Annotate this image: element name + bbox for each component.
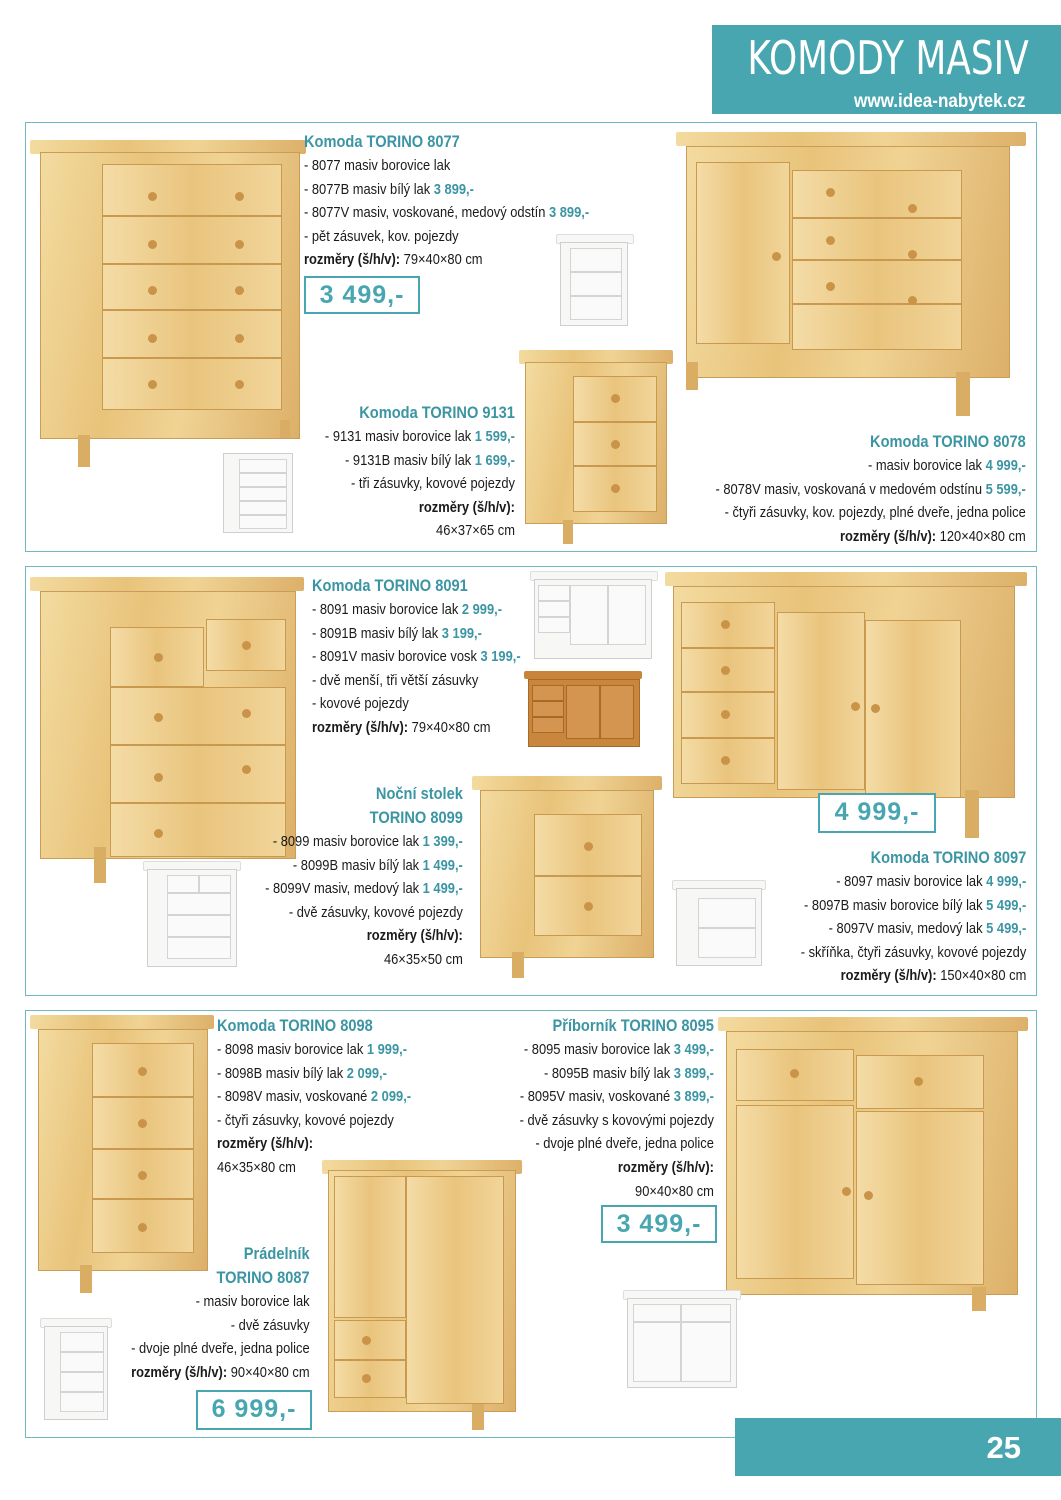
product-title: Komoda TORINO 9131 xyxy=(359,403,515,422)
product-8095-info: Příborník TORINO 8095 - 8095 masiv borovice lak 3 499,- - 8095B masiv bílý lak 3 899,- - 8095V masiv, voskované 3 899,- - dvě zásuvky s kovovými pojezdy - dvoje plné dveře, jedna police rozměry (š/h/v): 90×40×80 cm xyxy=(520,1014,714,1203)
variant-price: 4 999,- xyxy=(985,873,1026,890)
white-chest-image xyxy=(223,453,293,539)
white-nightstand-8099-image xyxy=(672,880,766,980)
dimensions: 90×40×80 cm xyxy=(231,1363,310,1381)
variant-price: 2 099,- xyxy=(346,1064,387,1082)
product-title: Komoda TORINO 8078 xyxy=(870,432,1026,451)
variant-price: 1 699,- xyxy=(474,451,515,469)
nightstand-8099-image xyxy=(472,776,664,980)
product-title: Komoda TORINO 8091 xyxy=(312,576,468,595)
variant-price: 3 899,- xyxy=(548,204,590,222)
chest-8077-image xyxy=(30,140,310,470)
header-banner xyxy=(712,25,1061,114)
page-number-bar xyxy=(735,1418,1061,1476)
page-title: KOMODY MASIV xyxy=(747,31,1029,85)
variant-price: 3 499,- xyxy=(673,1041,714,1058)
white-sideboard-image xyxy=(530,571,658,667)
variant-price: 2 099,- xyxy=(370,1088,412,1106)
sideboard-8095-image xyxy=(718,1017,1030,1313)
variant-price: 1 399,- xyxy=(422,833,463,850)
product-title: Příborník TORINO 8095 xyxy=(552,1016,714,1035)
price-box-8077: 3 499,- xyxy=(304,276,420,314)
product-title-line1: Prádelník xyxy=(244,1244,310,1263)
product-title: Komoda TORINO 8097 xyxy=(870,848,1026,867)
product-title-line2: TORINO 8087 xyxy=(216,1268,310,1287)
white-chest-8098-image xyxy=(40,1318,112,1428)
white-sideboard-8095-image xyxy=(623,1290,741,1400)
variant-price: 1 999,- xyxy=(366,1041,408,1058)
white-chest-8091-image xyxy=(143,861,241,976)
variant-price: 1 499,- xyxy=(422,856,463,874)
variant-price: 3 899,- xyxy=(433,180,474,198)
sideboard-8078-image xyxy=(676,132,1028,417)
variant-price: 1 599,- xyxy=(474,428,515,445)
variant-price: 1 499,- xyxy=(422,880,463,898)
dimensions: 46×35×80 cm xyxy=(217,1158,296,1176)
variant-price: 4 999,- xyxy=(985,457,1026,474)
product-8091-info: Komoda TORINO 8091 - 8091 masiv borovice lak 2 999,- - 8091B masiv bílý lak 3 199,- - 8091V masiv borovice vosk 3 199,- - dvě menší, tři větší zásuvky - kovové pojezdy rozměry (š/h/v): 79×40×80 cm xyxy=(312,576,521,736)
product-8077-info: Komoda TORINO 8077 - 8077 masiv borovice lak - 8077B masiv bílý lak 3 899,- - 8077V masiv, voskované, medový odstín 3 899,- - pět zásuvek, kov. pojezdy rozměry (š/h/v): 79×40×80 cm xyxy=(304,132,590,269)
dimensions: 120×40×80 cm xyxy=(939,527,1026,545)
dimensions: 90×40×80 cm xyxy=(635,1182,714,1200)
variant-price: 3 199,- xyxy=(480,648,521,666)
variant-price: 5 499,- xyxy=(985,920,1026,938)
variant-price: 3 899,- xyxy=(673,1064,714,1082)
dimensions: 46×35×50 cm xyxy=(384,950,463,968)
variant-price: 2 999,- xyxy=(461,601,503,618)
price-box-8095: 3 499,- xyxy=(601,1205,717,1243)
dimensions: 79×40×80 cm xyxy=(411,718,491,736)
product-title: Komoda TORINO 8077 xyxy=(304,132,460,151)
wardrobe-8087-image xyxy=(322,1160,524,1432)
nightstand-9131-image xyxy=(519,350,675,546)
dimensions: 46×37×65 cm xyxy=(436,522,515,540)
product-8097-info: Komoda TORINO 8097 - 8097 masiv borovice lak 4 999,- - 8097B masiv borovice bílý lak 5 499,- - 8097V masiv, medový lak 5 499,- - skříňka, čtyři zásuvky, kovové pojezdy rozměry (š/h/v): 150×40×80 cm xyxy=(800,848,1026,985)
dimensions: 150×40×80 cm xyxy=(939,967,1026,985)
variant-price: 3 899,- xyxy=(673,1088,714,1106)
product-title-line2: TORINO 8099 xyxy=(369,808,463,827)
product-8098-info: Komoda TORINO 8098 - 8098 masiv borovice lak 1 999,- - 8098B masiv bílý lak 2 099,- - 8098V masiv, voskované 2 099,- - čtyři zásuvky, kovové pojezdy rozměry (š/h/v): 46×35×80 cm xyxy=(217,1014,411,1180)
dimensions: 79×40×80 cm xyxy=(403,251,483,269)
product-8087-info: Prádelník TORINO 8087 - masiv borovice lak - dvě zásuvky - dvoje plné dveře, jedna police rozměry (š/h/v): 90×40×80 cm xyxy=(131,1244,310,1381)
price-box-8087: 6 999,- xyxy=(196,1390,312,1430)
website-url[interactable]: www.idea-nabytek.cz xyxy=(853,91,1025,112)
chest-8091-image xyxy=(30,577,305,885)
price-box-8097: 4 999,- xyxy=(818,793,936,833)
product-8099-info: Noční stolek TORINO 8099 - 8099 masiv borovice lak 1 399,- - 8099B masiv bílý lak 1 499,- - 8099V masiv, medový lak 1 499,- - dvě zásuvky, kovové pojezdy rozměry (š/h/v): 46×35×50 cm xyxy=(265,782,463,972)
product-8078-info: Komoda TORINO 8078 - masiv borovice lak 4 999,- - 8078V masiv, voskovaná v medovém odstínu 5 599,- - čtyři zásuvky, kov. pojezdy, plné dveře, jedna police rozměry (š/h/v): 120×40×80 cm xyxy=(715,432,1026,545)
variant-price: 5 599,- xyxy=(985,480,1026,498)
variant-price: 3 199,- xyxy=(441,624,482,642)
honey-sideboard-image xyxy=(524,671,644,757)
product-9131-info: Komoda TORINO 9131 - 9131 masiv borovice lak 1 599,- - 9131B masiv bílý lak 1 699,- - tři zásuvky, kovové pojezdy rozměry (š/h/v): 46×37×65 cm xyxy=(325,401,515,543)
variant-price: 5 499,- xyxy=(985,896,1026,914)
product-title: Komoda TORINO 8098 xyxy=(217,1016,373,1035)
page-number: 25 xyxy=(986,1430,1021,1465)
product-title-line1: Noční stolek xyxy=(376,784,463,803)
